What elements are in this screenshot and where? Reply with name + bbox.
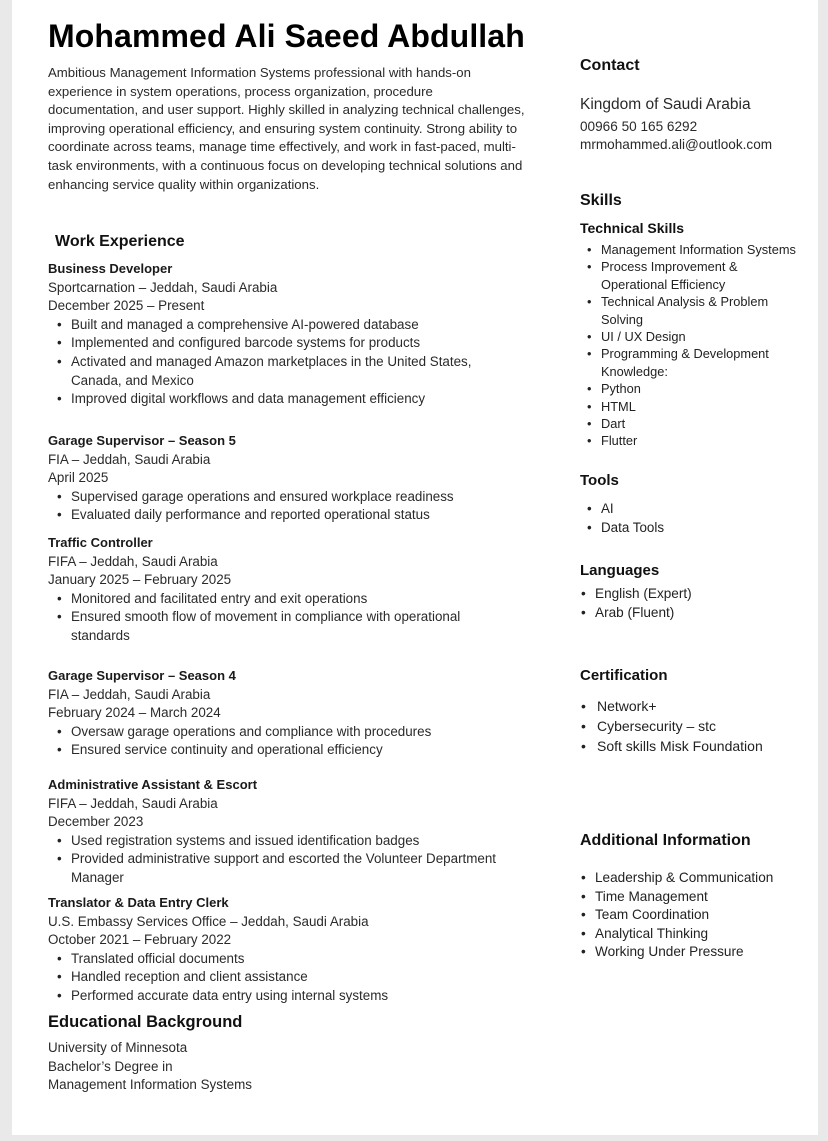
job-bullet: • Ensured service continuity and operational efficiency xyxy=(71,741,518,760)
contact-heading: Contact xyxy=(580,57,640,74)
job-bullet: • Translated official documents xyxy=(71,950,518,969)
job-dates: February 2024 – March 2024 xyxy=(48,705,221,721)
job-title: Business Developer xyxy=(48,261,173,276)
resume-page xyxy=(12,0,818,1135)
education-heading: Educational Background xyxy=(48,1013,243,1031)
list-item: • Time Management xyxy=(580,888,810,907)
job-entry xyxy=(48,534,518,646)
job-bullet: • Supervised garage operations and ensured workplace readiness xyxy=(71,488,518,507)
certification-list xyxy=(580,696,810,756)
list-item: • Network+ xyxy=(580,696,810,716)
education-field: Management Information Systems xyxy=(48,1077,252,1093)
education-degree: Bachelor’s Degree in xyxy=(48,1058,173,1074)
list-item: • Programming & Development Knowledge: xyxy=(580,345,798,380)
job-organization: FIFA – Jeddah, Saudi Arabia xyxy=(48,553,218,569)
job-dates: April 2025 xyxy=(48,470,109,486)
job-bullets xyxy=(48,950,518,1006)
skills-heading: Skills xyxy=(580,192,622,209)
certification-heading: Certification xyxy=(580,667,668,684)
professional-summary: Ambitious Management Information Systems professional with hands-on experience in system operations, process organization, procedure documentation, and user support. Highly skilled in analyzing technical challenges, improving operational efficiency, and ensuring system continuity. Strong ability to coordinate across teams, manage time effectively, and work in fast-paced, multi-task environments, with a continuous focus on developing technical solutions and enhancing service quality within organizations. xyxy=(48,65,525,192)
education-block xyxy=(48,1039,252,1095)
job-title: Garage Supervisor – Season 5 xyxy=(48,433,236,448)
list-item: • Data Tools xyxy=(580,518,798,537)
additional-information-heading: Additional Information xyxy=(580,832,751,849)
work-experience-heading: Work Experience xyxy=(55,233,185,250)
job-bullet: • Evaluated daily performance and reported operational status xyxy=(71,506,518,525)
list-item: • Flutter xyxy=(580,432,798,449)
job-entry xyxy=(48,894,518,1006)
job-dates: October 2021 – February 2022 xyxy=(48,932,232,948)
job-entry xyxy=(48,432,518,525)
job-bullet: • Provided administrative support and escorted the Volunteer Department Manager xyxy=(71,850,518,887)
list-item: • Leadership & Communication xyxy=(580,869,810,888)
tools-list xyxy=(580,499,798,537)
job-bullet: • Built and managed a comprehensive AI-powered database xyxy=(71,316,518,335)
job-bullet: • Ensured smooth flow of movement in compliance with operational standards xyxy=(71,608,518,645)
list-item: • Process Improvement & Operational Efficiency xyxy=(580,258,798,293)
job-entry xyxy=(48,776,518,888)
list-item: • Cybersecurity – stc xyxy=(580,716,810,736)
additional-information-list xyxy=(580,869,810,962)
job-bullets xyxy=(48,723,518,760)
job-title: Garage Supervisor – Season 4 xyxy=(48,668,236,683)
job-bullets xyxy=(48,316,518,409)
languages-list xyxy=(580,585,798,622)
job-bullets xyxy=(48,832,518,888)
technical-skills-heading: Technical Skills xyxy=(580,220,685,236)
contact-phone: 00966 50 165 6292 xyxy=(580,119,698,134)
tools-heading: Tools xyxy=(580,472,619,489)
job-bullet: • Used registration systems and issued identification badges xyxy=(71,832,518,851)
contact-email: mrmohammed.ali@outlook.com xyxy=(580,137,773,152)
list-item: • AI xyxy=(580,499,798,518)
list-item: • Analytical Thinking xyxy=(580,925,810,944)
contact-location: Kingdom of Saudi Arabia xyxy=(580,96,751,113)
job-organization: FIA – Jeddah, Saudi Arabia xyxy=(48,686,211,702)
job-dates: December 2023 xyxy=(48,814,144,830)
list-item: • Working Under Pressure xyxy=(580,943,810,962)
technical-skills-list xyxy=(580,241,798,450)
candidate-name: Mohammed Ali Saeed Abdullah xyxy=(48,18,525,54)
education-school: University of Minnesota xyxy=(48,1040,188,1055)
job-bullets xyxy=(48,488,518,525)
job-bullet: • Activated and managed Amazon marketplaces in the United States, Canada, and Mexico xyxy=(71,353,518,390)
job-entry xyxy=(48,667,518,760)
job-organization: U.S. Embassy Services Office – Jeddah, Saudi Arabia xyxy=(48,913,369,929)
job-entry xyxy=(48,260,518,409)
job-bullet: • Improved digital workflows and data management efficiency xyxy=(71,390,518,409)
list-item: • Technical Analysis & Problem Solving xyxy=(580,293,798,328)
job-title: Traffic Controller xyxy=(48,535,153,550)
job-bullet: • Oversaw garage operations and compliance with procedures xyxy=(71,723,518,742)
job-organization: FIFA – Jeddah, Saudi Arabia xyxy=(48,795,218,811)
job-title: Administrative Assistant & Escort xyxy=(48,777,258,792)
list-item: • Soft skills Misk Foundation xyxy=(580,736,810,756)
list-item: • English (Expert) xyxy=(580,585,798,604)
list-item: • UI / UX Design xyxy=(580,328,798,345)
list-item: • HTML xyxy=(580,398,798,415)
job-bullet: • Monitored and facilitated entry and exit operations xyxy=(71,590,518,609)
job-organization: FIA – Jeddah, Saudi Arabia xyxy=(48,451,211,467)
list-item: • Management Information Systems xyxy=(580,241,798,258)
list-item: • Python xyxy=(580,380,798,397)
list-item: • Arab (Fluent) xyxy=(580,604,798,623)
list-item: • Dart xyxy=(580,415,798,432)
job-organization: Sportcarnation – Jeddah, Saudi Arabia xyxy=(48,279,278,295)
job-bullet: • Performed accurate data entry using internal systems xyxy=(71,987,518,1006)
languages-heading: Languages xyxy=(580,562,660,579)
job-dates: December 2025 – Present xyxy=(48,298,205,314)
job-title: Translator & Data Entry Clerk xyxy=(48,895,229,910)
job-bullet: • Handled reception and client assistance xyxy=(71,968,518,987)
job-bullets xyxy=(48,590,518,646)
job-bullet: • Implemented and configured barcode systems for products xyxy=(71,334,518,353)
job-dates: January 2025 – February 2025 xyxy=(48,572,232,588)
list-item: • Team Coordination xyxy=(580,906,810,925)
